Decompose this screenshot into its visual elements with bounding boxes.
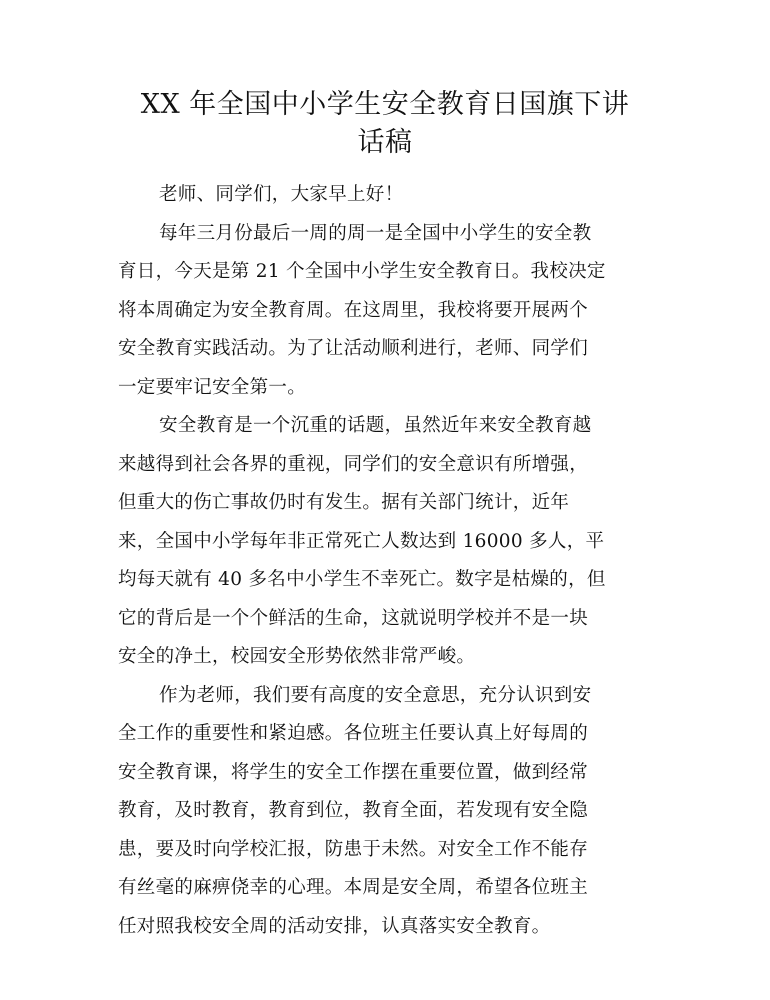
title-line-2: 话稿	[357, 127, 413, 158]
text-line: 来，全国中小学每年非正常死亡人数达到 16000 多人，平	[118, 530, 605, 552]
text-line: 安全教育实践活动。为了让活动顺利进行，老师、同学们	[118, 338, 589, 359]
document-body	[118, 176, 638, 946]
text-line: 作为老师，我们要有高度的安全意思，充分认识到安	[159, 684, 592, 706]
text-line: 每年三月份最后一周的周一是全国中小学生的安全教	[159, 222, 592, 244]
text-line: 但重大的伤亡事故仍时有发生。据有关部门统计，近年	[118, 492, 570, 513]
text-line: 来越得到社会各界的重视，同学们的安全意识有所增强，	[118, 453, 589, 475]
paragraph-safety-day	[118, 215, 638, 408]
paragraph-teacher-duties	[118, 677, 638, 947]
text-line: 全工作的重要性和紧迫感。各位班主任要认真上好每周的	[118, 723, 589, 744]
text-line: 将本周确定为安全教育周。在这周里，我校将要开展两个	[118, 299, 589, 321]
text-line: 任对照我校安全周的活动安排，认真落实安全教育。	[118, 915, 551, 937]
text-line: 有丝毫的麻痹侥幸的心理。本周是安全周，希望各位班主	[118, 877, 589, 898]
text-line: 一定要牢记安全第一。	[118, 376, 307, 398]
document-title	[110, 86, 660, 162]
title-line-1: XX 年全国中小学生安全教育日国旗下讲	[140, 89, 630, 120]
text-line: 安全教育课，将学生的安全工作摆在重要位置，做到经常	[118, 761, 589, 783]
paragraph-greeting	[118, 176, 638, 215]
text-line: 老师、同学们，大家早上好！	[159, 184, 404, 205]
text-line: 育日，今天是第 21 个全国中小学生安全教育日。我校决定	[118, 261, 606, 282]
paragraph-statistics	[118, 407, 638, 677]
text-line: 教育，及时教育，教育到位，教育全面，若发现有安全隐	[118, 800, 589, 821]
text-line: 均每天就有 40 多名中小学生不幸死亡。数字是枯燥的，但	[118, 569, 606, 590]
text-line: 安全教育是一个沉重的话题，虽然近年来安全教育越	[159, 415, 592, 436]
text-line: 它的背后是一个个鲜活的生命，这就说明学校并不是一块	[118, 607, 589, 629]
text-line: 安全的净土，校园安全形势依然非常严峻。	[118, 646, 476, 667]
text-line: 患，要及时向学校汇报，防患于未然。对安全工作不能存	[118, 838, 589, 860]
